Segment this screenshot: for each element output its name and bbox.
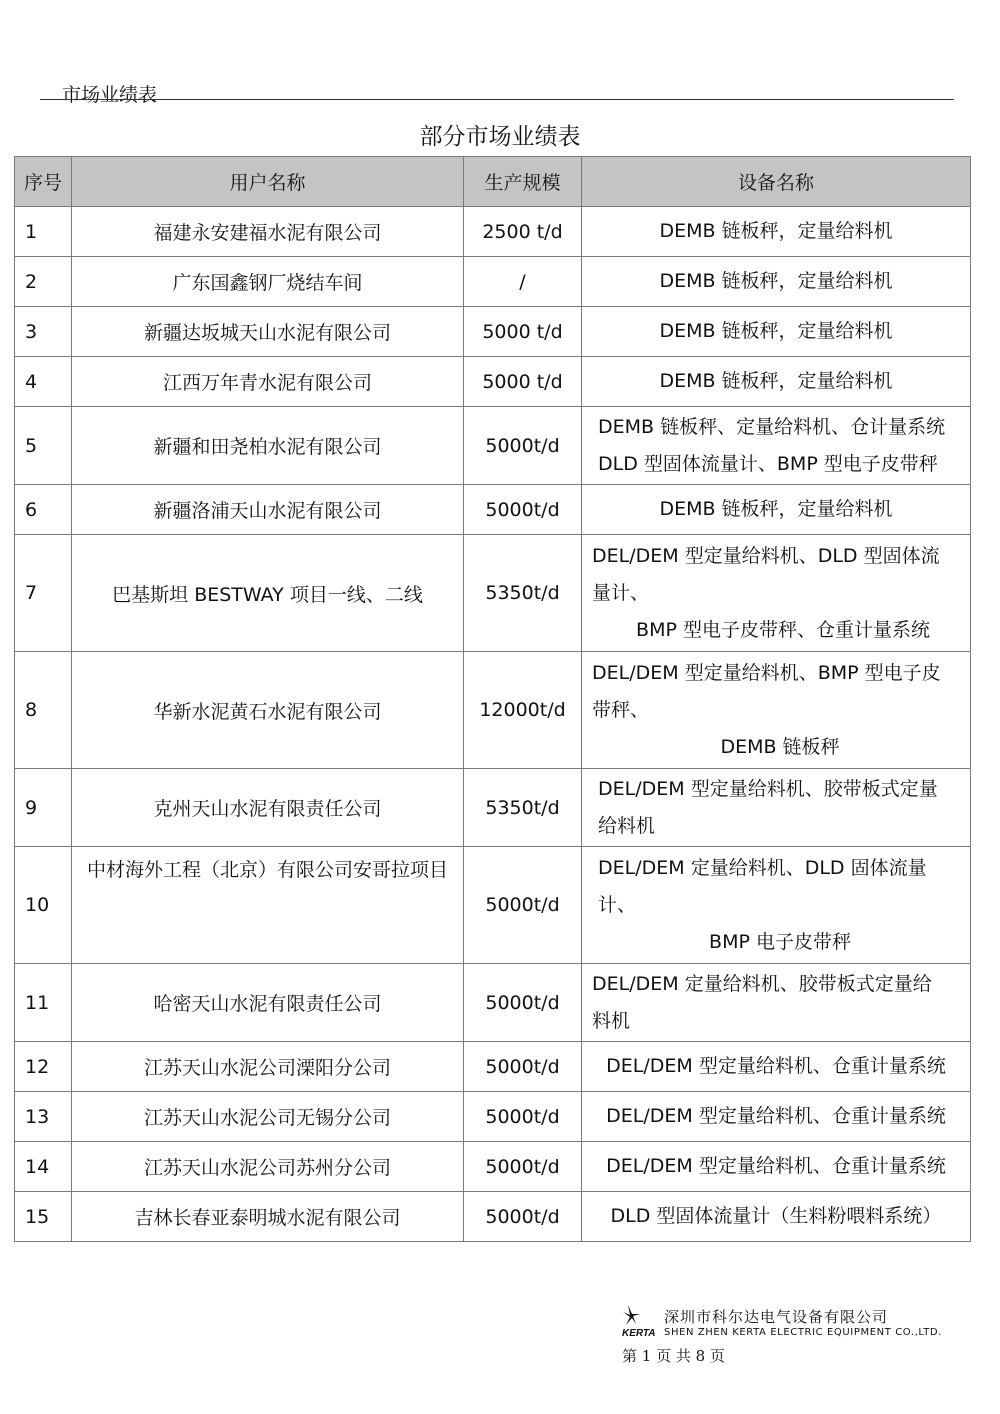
table-row bbox=[15, 535, 971, 652]
cell-scale: 5000 t/d bbox=[464, 307, 582, 357]
cell-no: 1 bbox=[15, 207, 72, 257]
cell-no: 3 bbox=[15, 307, 72, 357]
cell-scale: 12000t/d bbox=[464, 652, 582, 769]
table-header-row bbox=[15, 157, 971, 207]
table-row bbox=[15, 485, 971, 535]
cell-scale: 5000t/d bbox=[464, 1042, 582, 1092]
cell-no: 10 bbox=[15, 847, 72, 964]
cell-user-name: 新疆和田尧柏水泥有限公司 bbox=[72, 407, 464, 485]
cell-equipment bbox=[582, 257, 971, 307]
equipment-line: 带秤、 bbox=[592, 698, 650, 721]
cell-equipment bbox=[582, 847, 971, 964]
cell-equipment bbox=[582, 964, 971, 1042]
cell-scale: 5350t/d bbox=[464, 535, 582, 652]
cell-user-name: 江苏天山水泥公司苏州分公司 bbox=[72, 1142, 464, 1192]
running-header-title: 市场业绩表 bbox=[62, 84, 158, 106]
cell-no: 6 bbox=[15, 485, 72, 535]
cell-equipment bbox=[582, 652, 971, 769]
table-row bbox=[15, 1042, 971, 1092]
equipment-line: DEL/DEM 型定量给料机、DLD 型固体流 bbox=[592, 544, 940, 567]
document-title: 部分市场业绩表 bbox=[419, 124, 581, 150]
cell-user-name: 克州天山水泥有限责任公司 bbox=[72, 769, 464, 847]
equipment-line: DEL/DEM 定量给料机、DLD 固体流量 bbox=[598, 856, 927, 879]
equipment-line: DEMB 链板秤 bbox=[720, 735, 840, 758]
cell-scale: 5000t/d bbox=[464, 1192, 582, 1242]
cell-scale: 2500 t/d bbox=[464, 207, 582, 257]
cell-equipment bbox=[582, 485, 971, 535]
cell-equipment bbox=[582, 1042, 971, 1092]
header-rule bbox=[40, 99, 954, 100]
cell-no: 14 bbox=[15, 1142, 72, 1192]
cell-user-name: 中材海外工程（北京）有限公司安哥拉项目 bbox=[72, 847, 464, 964]
table-body bbox=[15, 207, 971, 1242]
equipment-line: DEMB 链板秤，定量给料机 bbox=[659, 270, 893, 292]
cell-equipment bbox=[582, 307, 971, 357]
cell-user-name: 江苏天山水泥公司无锡分公司 bbox=[72, 1092, 464, 1142]
cell-user-name: 哈密天山水泥有限责任公司 bbox=[72, 964, 464, 1042]
equipment-line: BMP 电子皮带秤 bbox=[709, 930, 851, 953]
table-row bbox=[15, 1142, 971, 1192]
cell-user-name: 新疆洛浦天山水泥有限公司 bbox=[72, 485, 464, 535]
performance-table bbox=[14, 156, 971, 1242]
equipment-line: 料机 bbox=[592, 1009, 631, 1032]
cell-equipment bbox=[582, 1192, 971, 1242]
cell-scale: 5350t/d bbox=[464, 769, 582, 847]
table-row bbox=[15, 357, 971, 407]
cell-no: 5 bbox=[15, 407, 72, 485]
cell-equipment bbox=[582, 535, 971, 652]
equipment-line: DEL/DEM 型定量给料机、胶带板式定量 bbox=[598, 777, 938, 800]
cell-no: 11 bbox=[15, 964, 72, 1042]
cell-scale: 5000t/d bbox=[464, 847, 582, 964]
cell-no: 9 bbox=[15, 769, 72, 847]
cell-scale: 5000t/d bbox=[464, 407, 582, 485]
equipment-line: DEMB 链板秤，定量给料机 bbox=[659, 370, 893, 392]
equipment-line: DEL/DEM 型定量给料机、BMP 型电子皮 bbox=[592, 661, 941, 684]
column-header-equipment: 设备名称 bbox=[582, 157, 971, 207]
cell-user-name: 广东国鑫钢厂烧结车间 bbox=[72, 257, 464, 307]
company-name-en: SHEN ZHEN KERTA ELECTRIC EQUIPMENT CO.,LTD. bbox=[664, 1327, 942, 1338]
table-row bbox=[15, 307, 971, 357]
cell-equipment bbox=[582, 769, 971, 847]
table-row bbox=[15, 407, 971, 485]
table-row bbox=[15, 257, 971, 307]
cell-scale: 5000t/d bbox=[464, 1142, 582, 1192]
cell-user-name: 江苏天山水泥公司溧阳分公司 bbox=[72, 1042, 464, 1092]
equipment-line: 量计、 bbox=[592, 581, 650, 604]
table-row bbox=[15, 1192, 971, 1242]
cell-equipment bbox=[582, 207, 971, 257]
equipment-line: 给料机 bbox=[598, 814, 656, 837]
column-header-no: 序号 bbox=[15, 157, 72, 207]
cell-equipment bbox=[582, 1142, 971, 1192]
equipment-line: DEL/DEM 型定量给料机、仓重计量系统 bbox=[606, 1055, 946, 1077]
equipment-line: DEL/DEM 型定量给料机、仓重计量系统 bbox=[606, 1105, 946, 1127]
cell-scale: 5000t/d bbox=[464, 964, 582, 1042]
column-header-user: 用户名称 bbox=[72, 157, 464, 207]
company-name-cn: 深圳市科尔达电气设备有限公司 bbox=[664, 1308, 889, 1326]
cell-no: 2 bbox=[15, 257, 72, 307]
cell-no: 13 bbox=[15, 1092, 72, 1142]
table-row bbox=[15, 964, 971, 1042]
equipment-line: DEMB 链板秤，定量给料机 bbox=[659, 220, 893, 242]
company-logo bbox=[620, 1302, 660, 1338]
cell-scale: 5000t/d bbox=[464, 485, 582, 535]
equipment-line: DLD 型固体流量计（生料粉喂料系统） bbox=[610, 1205, 942, 1227]
equipment-line: 计、 bbox=[598, 893, 637, 916]
equipment-line: DEMB 链板秤，定量给料机 bbox=[659, 320, 893, 342]
cell-equipment bbox=[582, 407, 971, 485]
table-row bbox=[15, 1092, 971, 1142]
cell-no: 8 bbox=[15, 652, 72, 769]
cell-user-name: 华新水泥黄石水泥有限公司 bbox=[72, 652, 464, 769]
page-number: 第 1 页 共 8 页 bbox=[622, 1347, 725, 1365]
table-row bbox=[15, 847, 971, 964]
equipment-line: DEL/DEM 型定量给料机、仓重计量系统 bbox=[606, 1155, 946, 1177]
cell-user-name: 新疆达坂城天山水泥有限公司 bbox=[72, 307, 464, 357]
cell-no: 15 bbox=[15, 1192, 72, 1242]
cell-user-name: 江西万年青水泥有限公司 bbox=[72, 357, 464, 407]
column-header-scale: 生产规模 bbox=[464, 157, 582, 207]
cell-scale: 5000 t/d bbox=[464, 357, 582, 407]
cell-user-name: 福建永安建福水泥有限公司 bbox=[72, 207, 464, 257]
equipment-line: DEL/DEM 定量给料机、胶带板式定量给 bbox=[592, 972, 932, 995]
equipment-line: DEMB 链板秤，定量给料机 bbox=[659, 498, 893, 520]
cell-scale: 5000t/d bbox=[464, 1092, 582, 1142]
equipment-line: DEMB 链板秤、定量给料机、仓计量系统 bbox=[598, 415, 946, 438]
cell-scale: / bbox=[464, 257, 582, 307]
cell-no: 12 bbox=[15, 1042, 72, 1092]
cell-no: 7 bbox=[15, 535, 72, 652]
table-row bbox=[15, 207, 971, 257]
equipment-line: DLD 型固体流量计、BMP 型电子皮带秤 bbox=[598, 452, 938, 475]
cell-no: 4 bbox=[15, 357, 72, 407]
cell-equipment bbox=[582, 1092, 971, 1142]
cell-equipment bbox=[582, 357, 971, 407]
equipment-line: BMP 型电子皮带秤、仓重计量系统 bbox=[636, 618, 930, 641]
table-row bbox=[15, 652, 971, 769]
cell-user-name: 巴基斯坦 BESTWAY 项目一线、二线 bbox=[72, 535, 464, 652]
logo-wordmark: KERTA bbox=[622, 1328, 656, 1338]
cell-user-name: 吉林长春亚泰明城水泥有限公司 bbox=[72, 1192, 464, 1242]
table-row bbox=[15, 769, 971, 847]
